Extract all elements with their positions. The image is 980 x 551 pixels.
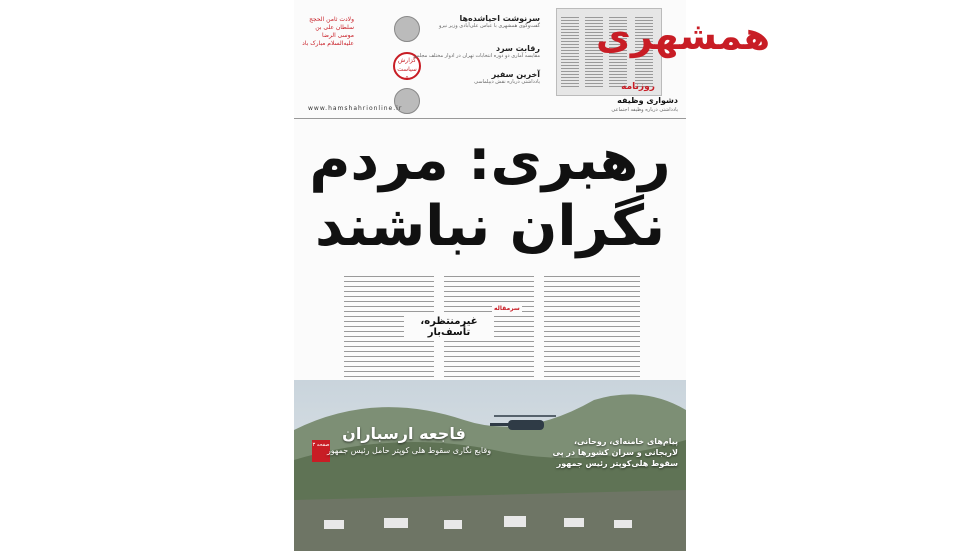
teaser-text: گفت‌وگوی همشهری با عباس علی‌آبادی وزیر نیرو — [439, 23, 540, 29]
teaser-item[interactable] — [410, 44, 540, 60]
logo-text: همشهری — [596, 14, 771, 58]
report-badge: گزارش سیاست ۵ — [393, 52, 421, 80]
teaser-title: دشواری وظیفه — [617, 96, 678, 105]
teasers — [410, 14, 540, 92]
masthead — [294, 0, 771, 119]
teaser-title: آخرین سفیر — [491, 70, 540, 79]
logo-subtitle: روزنامه — [621, 82, 655, 92]
text-column — [544, 272, 640, 392]
site-url: www.hamshahrionline.ir — [308, 105, 403, 112]
main-headline — [294, 128, 686, 260]
headline-line: رهبری: مردم — [309, 128, 671, 193]
newspaper-front-page — [294, 0, 771, 551]
teaser-title: سرنوشت احیاشده‌ها — [459, 14, 540, 23]
photo-headline: فاجعه ارسباران — [342, 424, 466, 443]
teaser-text: یادداشتی درباره نقش دیپلماسی — [474, 79, 540, 85]
teaser-text: مقایسه آماری دو دوره انتخابات تهران در ادوار مختلف مجلس — [413, 53, 540, 59]
teaser-item[interactable] — [410, 70, 540, 86]
page-reference-badge: صفحه ۳ — [312, 440, 330, 462]
photo-subheadline: وقایع نگاری سقوط هلی کوپتر حامل رئیس جمهور — [326, 446, 492, 455]
headline-line: نگران نباشند — [314, 194, 666, 259]
editorial-headline: غیرمنتظره، تأسف‌بار — [404, 316, 494, 338]
newspaper-logo — [588, 10, 771, 105]
hajj-notice: ولادت ثامن الحجج سلطان علی بن موسی الرضا علیه‌السلام مبارک باد — [302, 16, 354, 47]
teaser-text: یادداشتی درباره وظیفه اجتماعی — [611, 107, 678, 113]
editorial-tag: سرمقاله — [494, 305, 520, 312]
teaser-title: رقابت سرد — [495, 44, 540, 53]
text-column — [561, 15, 579, 89]
photo-side-caption: پیام‌های خامنه‌ای، روحانی، لاریجانی و سران کشورها در پی سقوط هلی‌کوپتر رئیس جمهور — [552, 437, 678, 468]
teaser-item[interactable] — [410, 14, 540, 30]
